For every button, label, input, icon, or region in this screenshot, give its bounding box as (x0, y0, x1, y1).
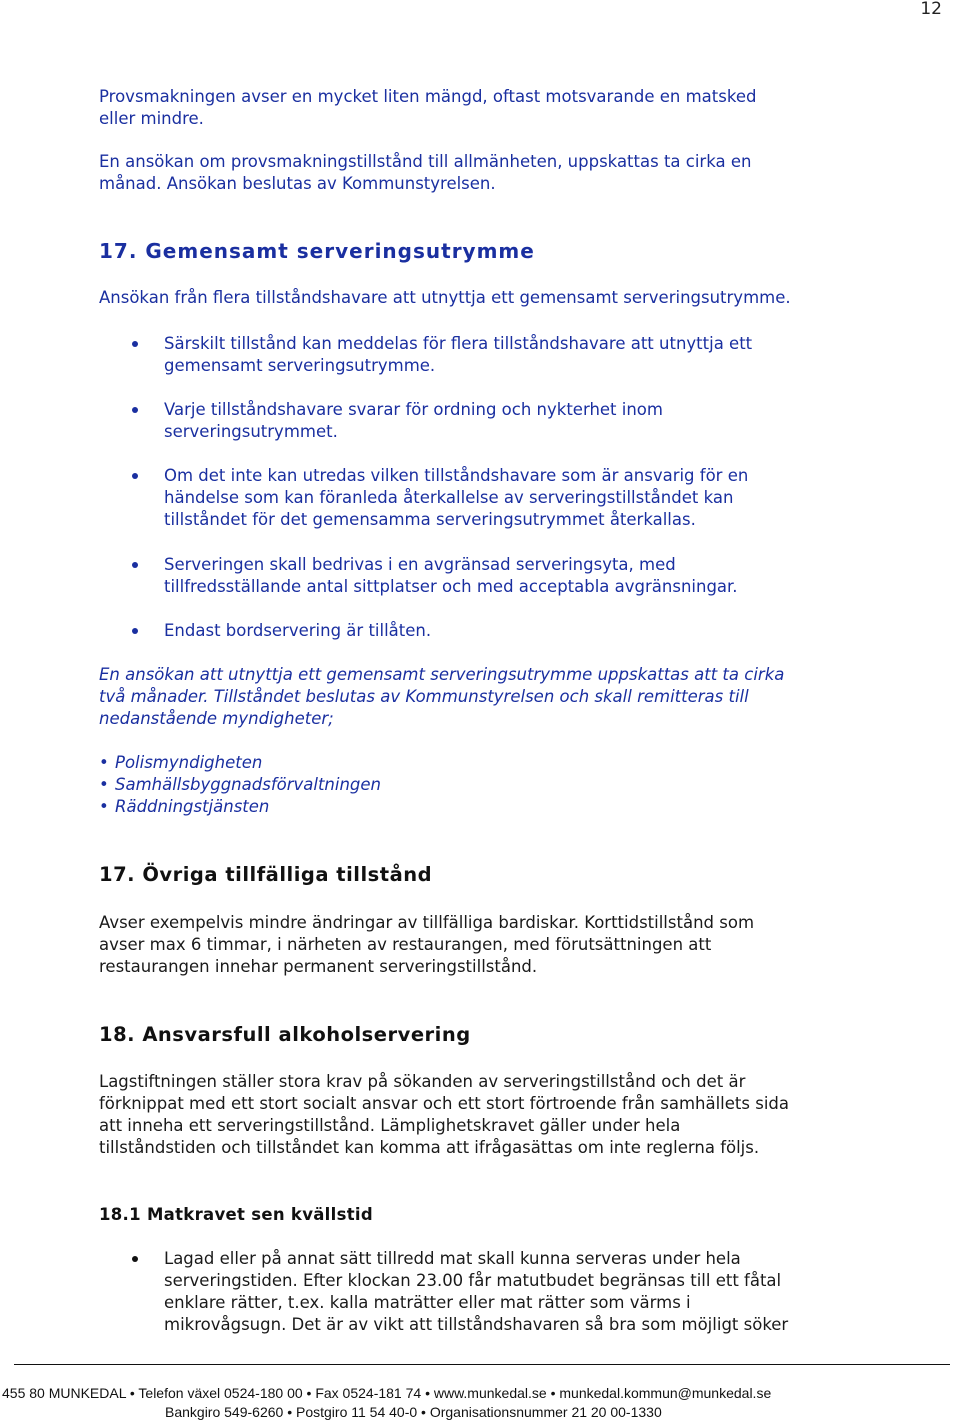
section-paragraph (99, 912, 879, 978)
bullet-icon (132, 473, 138, 479)
text-line: mikrovågsugn. Det är av vikt att tillståndshavaren så bra som möjligt söker (164, 1315, 789, 1334)
text-line: Endast bordservering är tillåten. (164, 621, 432, 640)
text-line: Samhällsbyggnadsförvaltningen (115, 775, 382, 794)
text-line: enklare rätter, t.ex. kalla maträtter eller mat rätter som värms i (164, 1293, 691, 1312)
application-paragraph (99, 664, 879, 730)
text-line: månad. Ansökan beslutas av Kommunstyrelsen. (99, 174, 496, 193)
text-line: tillståndet för det gemensamma serveringsutrymmet återkallas. (164, 510, 696, 529)
text-line: tillståndstiden och tillståndet kan komma att ifrågasättas om inte reglerna följs. (99, 1138, 760, 1157)
text-line: En ansökan att utnyttja ett gemensamt serveringsutrymme uppskattas att ta cirka (99, 665, 785, 684)
text-line: Lagstiftningen ställer stora krav på sökanden av serveringstillstånd och det är (99, 1072, 746, 1091)
text-line: Särskilt tillstånd kan meddelas för flera tillståndshavare att utnyttja ett (164, 334, 753, 353)
text-line: två månader. Tillståndet beslutas av Kommunstyrelsen och skall remitteras till (99, 687, 749, 706)
section-heading-ovriga: 17. Övriga tillfälliga tillstånd (99, 863, 433, 886)
text-line: En ansökan om provsmakningstillstånd till allmänheten, uppskattas ta cirka en (99, 152, 752, 171)
text-line: tillfredsställande antal sittplatser och med acceptabla avgränsningar. (164, 577, 738, 596)
list-item (99, 796, 381, 818)
text-line: avser max 6 timmar, i närheten av restaurangen, med förutsättningen att (99, 935, 712, 954)
bullet-icon: • (99, 753, 109, 772)
text-line: nedanstående myndigheter; (99, 709, 334, 728)
text-line: Räddningstjänsten (115, 797, 270, 816)
text-line: Varje tillståndshavare svarar för ordning och nykterhet inom (164, 400, 663, 419)
text-line: att inneha ett serveringstillstånd. Lämplighetskravet gäller under hela (99, 1116, 681, 1135)
text-line: Serveringen skall bedrivas i en avgränsad serveringsyta, med (164, 555, 676, 574)
bullet-icon: • (99, 775, 109, 794)
list-item (99, 774, 381, 796)
bullet-icon: • (99, 797, 109, 816)
text-line: serveringstiden. Efter klockan 23.00 får matutbudet begränsas till ett fåtal (164, 1271, 782, 1290)
bullet-icon (132, 341, 138, 347)
text-line: Provsmakningen avser en mycket liten mängd, oftast motsvarande en matsked (99, 87, 757, 106)
text-line: Avser exempelvis mindre ändringar av tillfälliga bardiskar. Korttidstillstånd som (99, 913, 755, 932)
text-line: eller mindre. (99, 109, 204, 128)
list-item (99, 752, 381, 774)
authorities-list (99, 752, 381, 818)
subsection-heading-matkravet: 18.1 Matkravet sen kvällstid (99, 1205, 373, 1224)
section-paragraph (99, 1071, 879, 1159)
bullet-icon (132, 628, 138, 634)
text-line: restaurangen innehar permanent serveringstillstånd. (99, 957, 538, 976)
bullet-icon (132, 562, 138, 568)
text-line: händelse som kan föranleda återkallelse av serveringstillståndet kan (164, 488, 734, 507)
text-line: Lagad eller på annat sätt tillredd mat skall kunna serveras under hela (164, 1249, 741, 1268)
intro-paragraph-2 (99, 151, 879, 195)
page-number: 12 (920, 0, 942, 19)
text-line: gemensamt serveringsutrymme. (164, 356, 436, 375)
footer-bank-info: Bankgiro 549-6260 • Postgiro 11 54 40-0 • Organisationsnummer 21 20 00-1330 (165, 1404, 662, 1420)
footer-divider (14, 1364, 950, 1365)
section-heading-ansvarsfull: 18. Ansvarsfull alkoholservering (99, 1023, 471, 1046)
section-heading-gemensamt: 17. Gemensamt serveringsutrymme (99, 239, 535, 263)
bullet-icon (132, 1256, 138, 1262)
section-intro: Ansökan från flera tillståndshavare att utnyttja ett gemensamt serveringsutrymme. (99, 288, 791, 307)
intro-paragraph-1 (99, 86, 879, 130)
text-line: serveringsutrymmet. (164, 422, 338, 441)
text-line: Polismyndigheten (115, 753, 263, 772)
text-line: förknippat med ett stort socialt ansvar och ett stort förtroende från samhällets sida (99, 1094, 789, 1113)
text-line: Om det inte kan utredas vilken tillståndshavare som är ansvarig för en (164, 466, 749, 485)
bullet-icon (132, 407, 138, 413)
footer-address: 455 80 MUNKEDAL • Telefon växel 0524-180 00 • Fax 0524-181 74 • www.munkedal.se • munkedal.kommun@munkedal.se (2, 1385, 772, 1401)
